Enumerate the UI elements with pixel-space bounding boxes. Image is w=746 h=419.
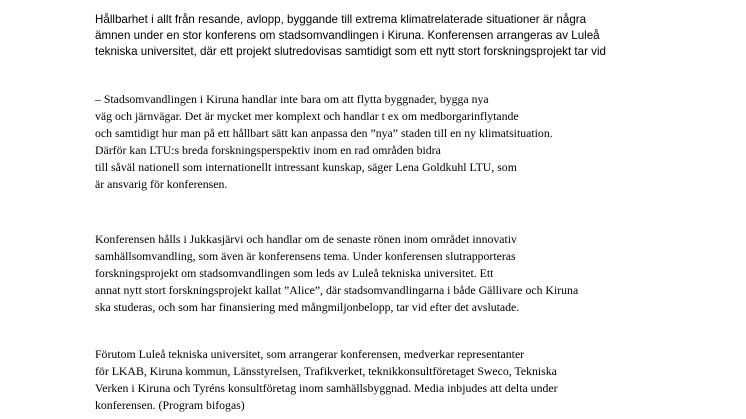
paragraph-line: är ansvarig för konferensen. xyxy=(95,177,228,191)
body-paragraph-quote xyxy=(95,91,553,193)
body-paragraph-participants xyxy=(95,346,558,414)
paragraph-line: annat nytt stort forskningsprojekt kallat ”Alice”, där stadsomvandlingarna i både Gällivare och Kiruna xyxy=(95,283,579,297)
paragraph-line: Verken i Kiruna och Tyréns konsultföretag inom samhällsbyggnad. Media inbjudes att delta under xyxy=(95,381,558,395)
paragraph-line: för LKAB, Kiruna kommun, Länsstyrelsen, Trafikverket, teknikkonsultföretaget Sweco, Tekniska xyxy=(95,364,557,378)
lead-line: Hållbarhet i allt från resande, avlopp, byggande till extrema klimatrelaterade situationer är några xyxy=(95,13,587,26)
paragraph-line: till såväl nationell som internationellt intressant kunskap, säger Lena Goldkuhl LTU, som xyxy=(95,160,517,174)
paragraph-line: ska studeras, och som har finansiering med mångmiljonbelopp, tar vid efter det avslutade. xyxy=(95,300,520,314)
paragraph-line: – Stadsomvandlingen i Kiruna handlar inte bara om att flytta byggnader, bygga nya xyxy=(95,92,489,106)
paragraph-line: konferensen. (Program bifogas) xyxy=(95,398,245,412)
paragraph-line: samhällsomvandling, som även är konferensens tema. Under konferensen slutrapporteras xyxy=(95,249,516,263)
lead-line: ämnen under en stor konferens om stadsomvandlingen i Kiruna. Konferensen arrangeras av Luleå xyxy=(95,29,600,42)
paragraph-line: och samtidigt hur man på ett hållbart sätt kan anpassa den ”nya” staden till en ny klimatsituation. xyxy=(95,126,553,140)
lead-line: tekniska universitet, där ett projekt slutredovisas samtidigt som ett nytt stort forskningsprojekt tar vid xyxy=(95,45,606,58)
paragraph-line: Därför kan LTU:s breda forskningsperspektiv inom en rad områden bidra xyxy=(95,143,441,157)
paragraph-line: Förutom Luleå tekniska universitet, som arrangerar konferensen, medverkar representanter xyxy=(95,347,525,361)
lead-paragraph xyxy=(95,12,735,60)
paragraph-line: forskningsprojekt om stadsomvandlingen som leds av Luleå tekniska universitet. Ett xyxy=(95,266,494,280)
paragraph-line: väg och järnvägar. Det är mycket mer komplext och handlar t ex om medborgarinflytande xyxy=(95,109,519,123)
paragraph-line: Konferensen hålls i Jukkasjärvi och handlar om de senaste rönen inom området innovativ xyxy=(95,232,517,246)
body-paragraph-conference xyxy=(95,231,578,316)
